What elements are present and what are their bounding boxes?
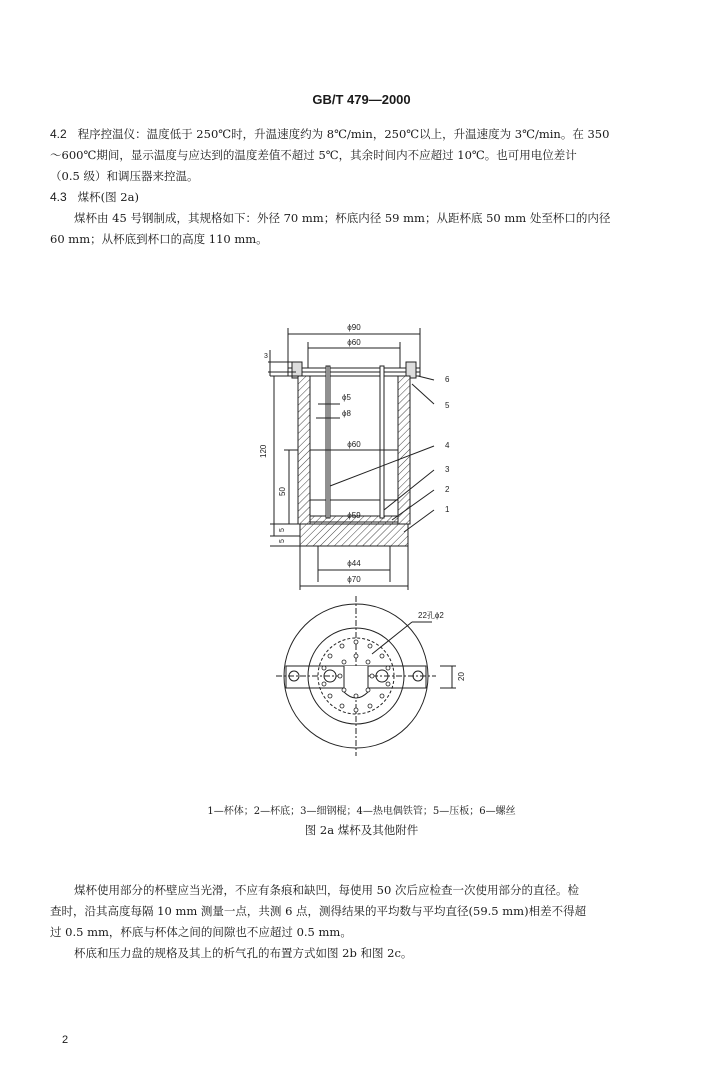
holes-leader bbox=[372, 622, 412, 654]
figure-legend: 1—杯体；2—杯底；3—细钢棍；4—热电偶铁管；5—压板；6—螺丝 bbox=[207, 806, 516, 817]
leader-5 bbox=[412, 384, 434, 404]
leader-label-5: 5 bbox=[445, 401, 450, 410]
body-line1: 煤杯使用部分的杯壁应当光滑，不应有条痕和缺凹，每使用 50 次后应检查一次使用部分的直径。检 bbox=[74, 883, 579, 897]
section-4-3-title: 煤杯(图 2a) bbox=[77, 190, 139, 204]
section-4-2-line3: （0.5 级）和调压器来控温。 bbox=[50, 169, 199, 183]
section-4-3-line2: 60 mm；从杯底到杯口的高度 110 mm。 bbox=[50, 232, 268, 246]
cup-wall-left bbox=[298, 376, 310, 524]
center-slot bbox=[344, 666, 368, 698]
leader-label-6: 6 bbox=[445, 375, 450, 384]
dim-h5b: 5 bbox=[279, 539, 286, 543]
dim-d44: ϕ44 bbox=[347, 559, 361, 568]
coal-cup-drawing bbox=[0, 300, 723, 800]
dim-h50: 50 bbox=[278, 487, 287, 496]
section-4-2-line2: ～600℃期间，显示温度与应达到的温度差值不超过 5℃，其余时间内不应超过 10℃。也可用电位差计 bbox=[50, 148, 577, 162]
cup-bottom bbox=[300, 524, 408, 546]
dim-h5a: 5 bbox=[279, 528, 286, 532]
section-4-2 bbox=[50, 124, 675, 187]
dim-d70: ϕ70 bbox=[347, 575, 361, 584]
steel-rod bbox=[380, 366, 384, 518]
section-4-2-text1: 程序控温仪：温度低于 250℃时，升温速度约为 8℃/min，250℃以上，升温速度为 3℃/min。在 350 bbox=[77, 127, 610, 141]
dim-h3: 3 bbox=[264, 353, 268, 360]
figure-caption: 图 2a 煤杯及其他附件 bbox=[304, 823, 419, 837]
dim-d60-mid: ϕ60 bbox=[347, 440, 361, 449]
body-line3: 过 0.5 mm，杯底与杯体之间的间隙也不应超过 0.5 mm。 bbox=[50, 925, 352, 939]
cup-wall-right bbox=[398, 376, 410, 524]
body-line2: 查时，沿其高度每隔 10 mm 测量一点，共测 6 点，测得结果的平均数与平均直径(59.5 mm)相差不得超 bbox=[50, 904, 587, 918]
dim-d90: ϕ90 bbox=[347, 323, 361, 332]
leader-label-1: 1 bbox=[445, 505, 450, 514]
section-4-3-line1: 煤杯由 45 号钢制成，其规格如下：外径 70 mm；杯底内径 59 mm；从距杯底 50 mm 处至杯口的内径 bbox=[74, 211, 611, 225]
section-4-3 bbox=[50, 187, 675, 250]
top-view bbox=[276, 596, 456, 756]
body-after-figure bbox=[50, 880, 675, 964]
section-4-2-number: 4.2 bbox=[50, 127, 67, 141]
section-4-3-number: 4.3 bbox=[50, 190, 67, 204]
dim-d8: ϕ8 bbox=[342, 409, 351, 418]
section-4-3-heading bbox=[50, 187, 675, 208]
dim-d59: ϕ59 bbox=[347, 511, 361, 520]
dim-d60-top: ϕ60 bbox=[347, 338, 361, 347]
dim-d5: ϕ5 bbox=[342, 393, 351, 402]
leader-6 bbox=[418, 376, 434, 380]
section-4-2-line1 bbox=[50, 124, 675, 145]
dim-w20: 20 bbox=[457, 672, 466, 681]
dim-h120: 120 bbox=[259, 444, 268, 458]
leader-label-2: 2 bbox=[445, 485, 450, 494]
leader-label-4: 4 bbox=[445, 441, 450, 450]
page-number: 2 bbox=[62, 1034, 69, 1046]
dim-holes: 22孔ϕ2 bbox=[418, 611, 444, 620]
body-line4: 杯底和压力盘的规格及其上的析气孔的布置方式如图 2b 和图 2c。 bbox=[74, 946, 413, 960]
leader-label-3: 3 bbox=[445, 465, 450, 474]
page-header: GB/T 479—2000 bbox=[312, 92, 411, 107]
